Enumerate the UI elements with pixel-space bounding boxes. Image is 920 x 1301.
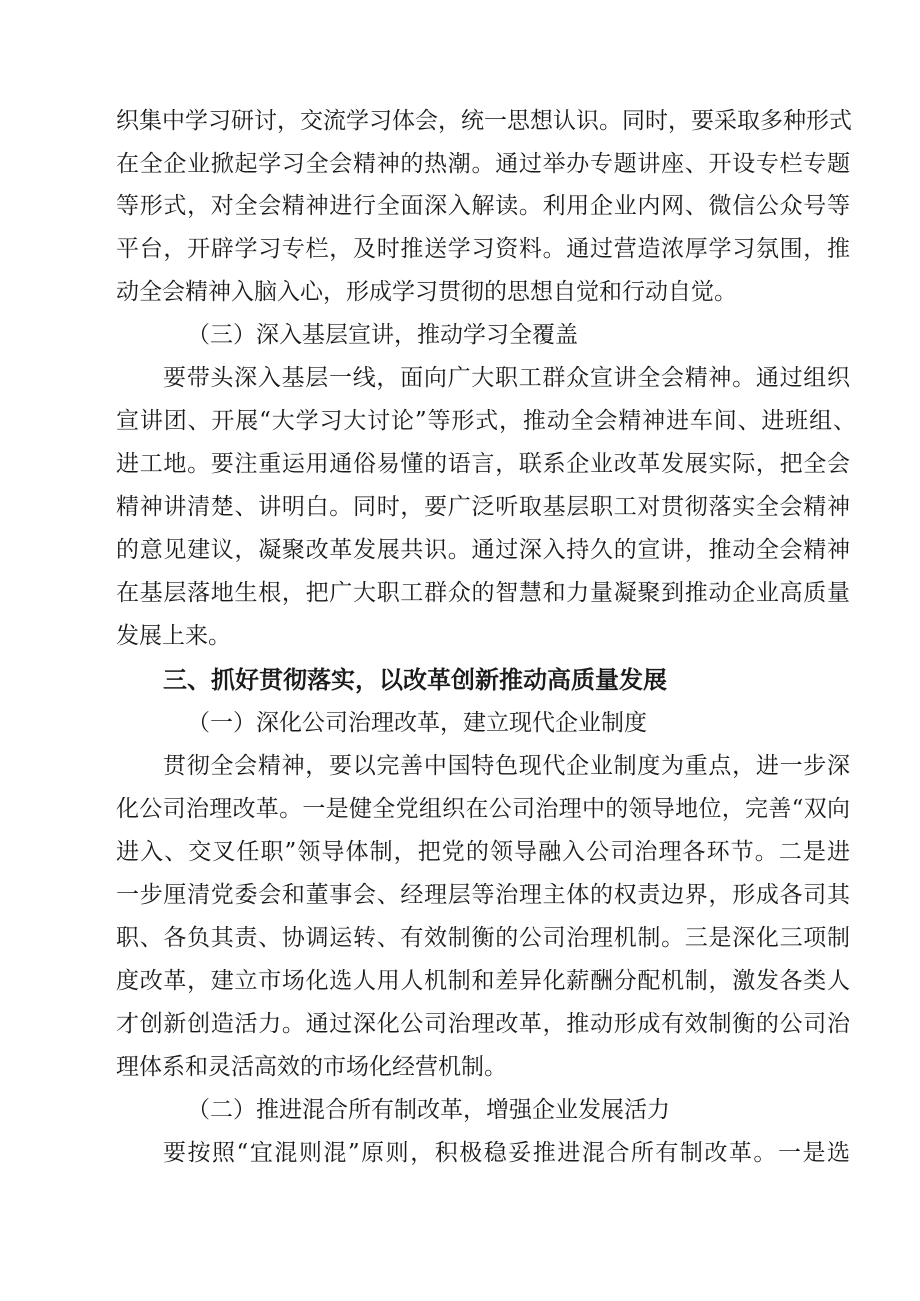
body-line: 等形式，对全会精神进行全面深入解读。利用企业内网、微信公众号等 [116, 193, 850, 219]
body-line: 要带头深入基层一线，面向广大职工群众宣讲全会精神。通过组织 [163, 365, 850, 391]
body-line: 才创新创造活力。通过深化公司治理改革，推动形成有效制衡的公司治 [116, 1011, 850, 1037]
subsection-heading: （三）深入基层宣讲，推动学习全覆盖 [187, 322, 578, 348]
body-line: 宣讲团、开展“大学习大讨论”等形式，推动全会精神进车间、进班组、 [116, 408, 856, 434]
body-line: 在全企业掀起学习全会精神的热潮。通过举办专题讲座、开设专栏专题 [116, 151, 850, 177]
section-heading: 三、抓好贯彻落实，以改革创新推动高质量发展 [163, 666, 667, 694]
body-line: 进工地。要注重运用通俗易懂的语言，联系企业改革发展实际，把全会 [116, 451, 850, 477]
body-line: 动全会精神入脑入心，形成学习贯彻的思想自觉和行动自觉。 [116, 279, 737, 305]
body-line: 精神讲清楚、讲明白。同时，要广泛听取基层职工对贯彻落实全会精神 [116, 494, 850, 520]
body-line: 理体系和灵活高效的市场化经营机制。 [116, 1054, 507, 1080]
subsection-heading: （二）推进混合所有制改革，增强企业发展活力 [187, 1097, 670, 1123]
body-line: 一步厘清党委会和董事会、经理层等治理主体的权责边界，形成各司其 [116, 882, 850, 908]
body-line: 在基层落地生根，把广大职工群众的智慧和力量凝聚到推动企业高质量 [116, 580, 850, 606]
body-line: 的意见建议，凝聚改革发展共识。通过深入持久的宣讲，推动全会精神 [116, 537, 850, 563]
body-line: 贯彻全会精神，要以完善中国特色现代企业制度为重点，进一步深 [163, 753, 850, 779]
body-line: 进入、交叉任职”领导体制，把党的领导融入公司治理各环节。二是进 [116, 839, 850, 865]
body-line: 发展上来。 [116, 623, 231, 649]
body-line: 度改革，建立市场化选人用人机制和差异化薪酬分配机制，激发各类人 [116, 968, 850, 994]
body-line: 要按照“宜混则混”原则，积极稳妥推进混合所有制改革。一是选 [163, 1140, 850, 1166]
body-line: 平台，开辟学习专栏，及时推送学习资料。通过营造浓厚学习氛围，推 [116, 236, 850, 262]
body-line: 化公司治理改革。一是健全党组织在公司治理中的领导地位，完善“双向 [116, 796, 850, 822]
subsection-heading: （一）深化公司治理改革，建立现代企业制度 [187, 710, 647, 736]
body-line: 织集中学习研讨，交流学习体会，统一思想认识。同时，要采取多种形式 [116, 108, 852, 134]
body-line: 职、各负其责、协调运转、有效制衡的公司治理机制。三是深化三项制 [116, 925, 850, 951]
